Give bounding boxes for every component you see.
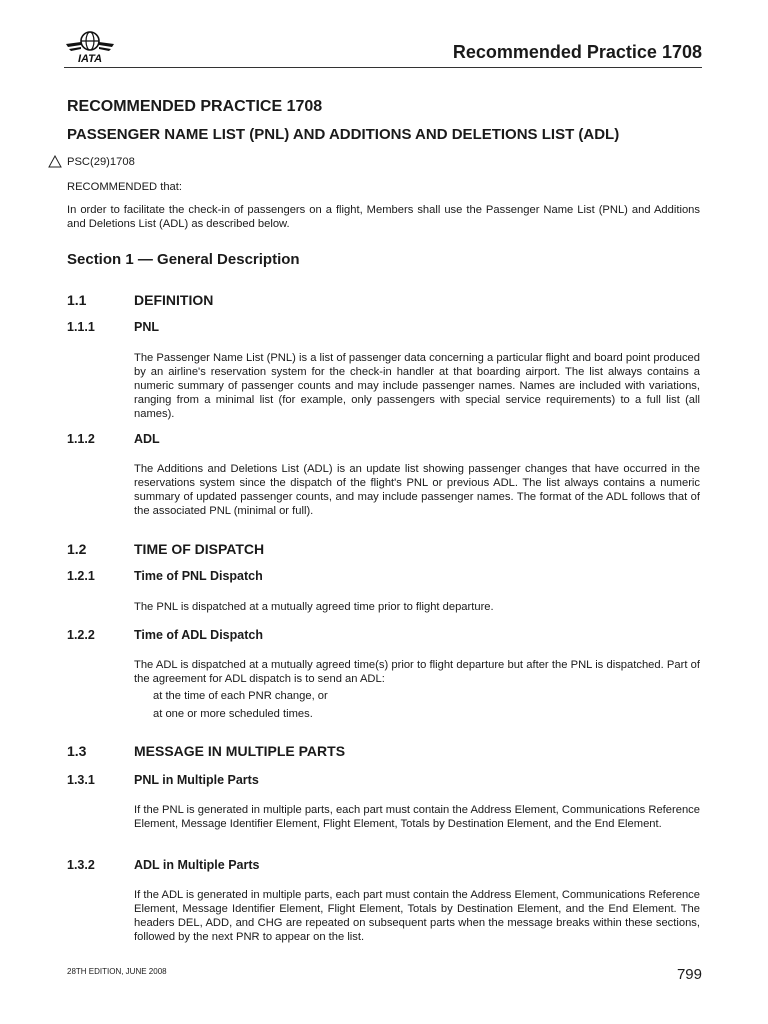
section-heading: DEFINITION bbox=[134, 292, 214, 308]
section-number: 1.2 bbox=[67, 541, 87, 557]
subsection-heading: PNL bbox=[134, 320, 159, 334]
intro-paragraph: In order to facilitate the check-in of passengers on a flight, Members shall use the Passenger Name List (PNL) and Additions and Deletions List (ADL) as described below. bbox=[67, 204, 700, 230]
document-heading: RECOMMENDED PRACTICE 1708 bbox=[67, 98, 323, 115]
section-heading: TIME OF DISPATCH bbox=[134, 541, 265, 557]
paragraph: The Passenger Name List (PNL) is a list of passenger data concerning a particular flight and board point produced by an airline's reservation system for the check-in handler at that boarding airport. The list always contains a numeric summary of passenger counts and may include passenger names. Names are included with variations, ranging from a minimal list (for example, only passengers with special service requirements) to a full list (all names). bbox=[134, 352, 700, 420]
subsection-heading: ADL in Multiple Parts bbox=[134, 858, 260, 872]
subsection-number: 1.3.1 bbox=[67, 773, 95, 787]
header-title: Recommended Practice 1708 bbox=[452, 42, 702, 62]
section-title: Section 1 — General Description bbox=[67, 251, 300, 268]
list-item: at one or more scheduled times. bbox=[153, 708, 313, 720]
paragraph: The PNL is dispatched at a mutually agreed time prior to flight departure. bbox=[134, 601, 494, 613]
subsection-heading: Time of ADL Dispatch bbox=[134, 628, 263, 642]
list-item: at the time of each PNR change, or bbox=[153, 690, 328, 702]
page-number: 799 bbox=[676, 966, 702, 983]
iata-globe-wings-icon bbox=[64, 28, 116, 64]
paragraph: If the PNL is generated in multiple parts, each part must contain the Address Element, Communications Reference Element, Message Identifier Element, Flight Element, Totals by Destination Element, and the End Element. bbox=[134, 804, 700, 830]
subsection-number: 1.1.2 bbox=[67, 432, 95, 446]
section-number: 1.3 bbox=[67, 743, 87, 759]
subsection-number: 1.2.1 bbox=[67, 569, 95, 583]
subsection-number: 1.3.2 bbox=[67, 858, 95, 872]
paragraph: The Additions and Deletions List (ADL) is an update list showing passenger changes that have occurred in the reservations system since the dispatch of the flight's PNL or previous ADL. The list always contains a numeric summary of updated passenger counts, and may include passenger names. The format of the ADL follows that of the associated PNL (minimal or full). bbox=[134, 463, 700, 517]
logo-text: IATA bbox=[77, 53, 103, 64]
recommended-label: RECOMMENDED that: bbox=[67, 181, 182, 193]
document-subheading: PASSENGER NAME LIST (PNL) AND ADDITIONS AND DELETIONS LIST (ADL) bbox=[67, 126, 620, 143]
footer-edition: 28TH EDITION, JUNE 2008 bbox=[67, 967, 167, 976]
subsection-heading: Time of PNL Dispatch bbox=[134, 569, 263, 583]
subsection-number: 1.1.1 bbox=[67, 320, 95, 334]
section-number: 1.1 bbox=[67, 292, 87, 308]
paragraph: If the ADL is generated in multiple parts, each part must contain the Address Element, Communications Reference Element, Message Identifier Element, Flight Element, Totals by Destination Element, and the End Element. The headers DEL, ADD, and CHG are repeated on subsequent parts when the message breaks within these sections, followed by the next PNR to appear on the list. bbox=[134, 889, 700, 943]
document-reference: PSC(29)1708 bbox=[67, 156, 135, 168]
subsection-heading: PNL in Multiple Parts bbox=[134, 773, 259, 787]
iata-logo bbox=[64, 28, 116, 64]
subsection-heading: ADL bbox=[134, 432, 160, 446]
triangle-change-marker-icon bbox=[48, 155, 62, 168]
paragraph: The ADL is dispatched at a mutually agreed time(s) prior to flight departure but after the PNL is dispatched. Part of the agreement for ADL dispatch is to send an ADL: bbox=[134, 659, 700, 685]
header-divider bbox=[64, 67, 702, 68]
section-heading: MESSAGE IN MULTIPLE PARTS bbox=[134, 743, 346, 759]
subsection-number: 1.2.2 bbox=[67, 628, 95, 642]
